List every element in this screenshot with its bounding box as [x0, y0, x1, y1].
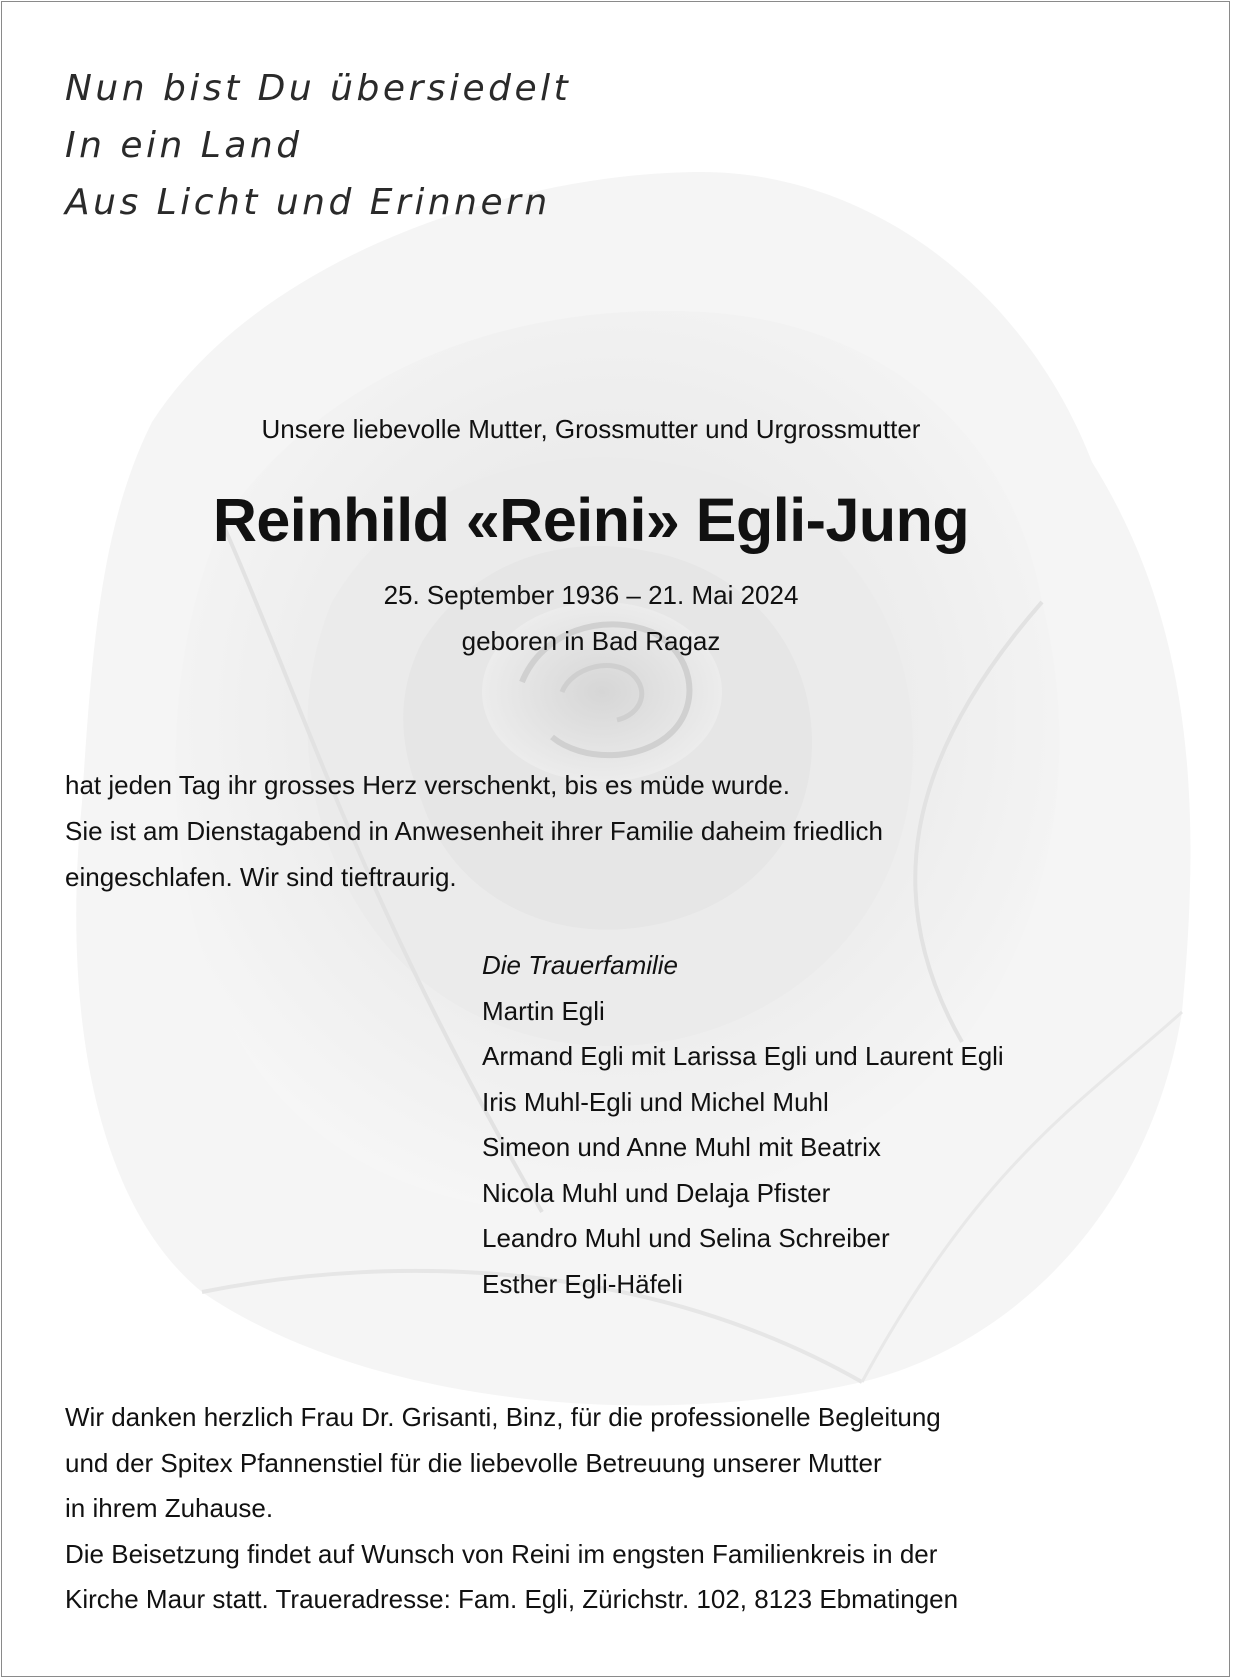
life-dates: 25. September 1936 – 21. Mai 2024 — [383, 580, 799, 610]
family-member: Iris Muhl-Egli und Michel Muhl — [482, 1086, 829, 1117]
family-heading: Die Trauerfamilie — [482, 950, 679, 980]
family-member: Esther Egli-Häfeli — [482, 1268, 683, 1299]
message-line: hat jeden Tag ihr grosses Herz verschenkt, bis es müde wurde. — [65, 770, 790, 800]
thanks-and-funeral-info — [65, 1395, 958, 1623]
thanks-line: in ihrem Zuhause. — [65, 1493, 274, 1523]
poem-line: Nun bist Du übersiedelt — [65, 68, 572, 109]
intro-line: Unsere liebevolle Mutter, Grossmutter und Urgrossmutter — [261, 414, 921, 444]
obituary-message — [65, 762, 883, 900]
thanks-line: und der Spitex Pfannenstiel für die liebevolle Betreuung unserer Mutter — [65, 1447, 882, 1478]
thanks-line: Wir danken herzlich Frau Dr. Grisanti, Binz, für die professionelle Begleitung — [65, 1402, 941, 1432]
family-member: Simeon und Anne Muhl mit Beatrix — [482, 1132, 881, 1162]
deceased-name: Reinhild «Reini» Egli-Jung — [212, 486, 970, 554]
obituary-notice — [1, 1, 1230, 1677]
family-member: Martin Egli — [482, 995, 605, 1026]
mourning-family-list — [482, 943, 1004, 1307]
family-member: Nicola Muhl und Delaja Pfister — [482, 1177, 831, 1208]
family-member: Armand Egli mit Larissa Egli und Laurent Egli — [482, 1041, 1004, 1071]
funeral-info-line: Die Beisetzung findet auf Wunsch von Reini im engsten Familienkreis in der — [65, 1538, 938, 1569]
message-line: eingeschlafen. Wir sind tieftraurig. — [65, 862, 457, 892]
poem-verse — [65, 60, 571, 231]
poem-line: Aus Licht und Erinnern — [65, 182, 551, 223]
family-member: Leandro Muhl und Selina Schreiber — [482, 1223, 890, 1253]
message-line: Sie ist am Dienstagabend in Anwesenheit ihrer Familie daheim friedlich — [65, 816, 883, 846]
funeral-info-line: Kirche Maur statt. Traueradresse: Fam. Egli, Zürichstr. 102, 8123 Ebmatingen — [65, 1584, 959, 1614]
poem-line: In ein Land — [65, 125, 303, 166]
birthplace: geboren in Bad Ragaz — [461, 626, 721, 656]
